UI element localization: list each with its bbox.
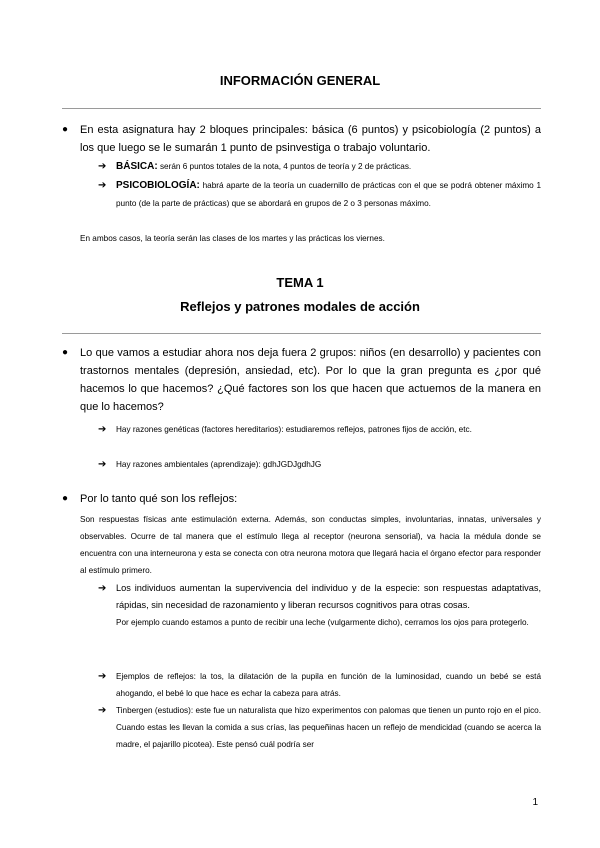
bullet-icon: ●	[62, 347, 69, 358]
reflex-point-tinbergen: Tinbergen (estudios): este fue un naturalista que hizo experimentos con palomas que tienen un punto rojo en el pico. Cuando estas les llevan la comida a sus crías, las pequeñinas hacen un reflejo de mendicidad (cuando se acerca la madre, el pajarillo picotea). Este pensó cuál podría ser	[116, 706, 541, 749]
reason-environmental: Hay razones ambientales (aprendizaje): gdhJGDJgdhJG	[116, 460, 322, 469]
arrow-icon: ➔	[98, 583, 107, 594]
basica-label: BÁSICA:	[116, 161, 158, 172]
tema-number: TEMA 1	[276, 275, 324, 290]
page-number: 1	[532, 797, 538, 808]
survival-text: Los individuos aumentan la supervivencia del individuo y de la especie: son respuestas adaptativas, rápidas, sin necesidad de razonamiento y liberan recursos cognitivos para otras cosas.	[116, 583, 541, 610]
reflex-definition: Son respuestas físicas ante estimulación externa. Además, son conductas simples, involuntarias, innatas, universales y observables. Ocurre de tal manera que el estímulo llega al receptor (neurona sensorial), va hacia la médula donde se encuentra con una interneurona y esta se conecta con otra neurona motora que llegará hacia el órgano efector para responder al estímulo primero.	[80, 515, 541, 575]
basica-item	[116, 158, 541, 175]
arrow-icon: ➔	[98, 459, 107, 470]
survival-example: Por ejemplo cuando estamos a punto de recibir una leche (vulgarmente dicho), cerramos los ojos para protegerlo.	[116, 618, 529, 627]
list-item	[62, 490, 541, 508]
section-title-general: INFORMACIÓN GENERAL	[219, 73, 381, 88]
psicobiologia-text: habrá aparte de la teoría un cuadernillo de prácticas con el que se podrá obtener máximo 1 punto (de la parte de prácticas) que se abordará en grupos de 2 o 3 personas máximo.	[116, 181, 541, 208]
reflex-heading: Por lo tanto qué son los reflejos:	[80, 493, 238, 505]
psicobiologia-item	[116, 177, 541, 212]
general-bullet-text: En esta asignatura hay 2 bloques principales: básica (6 puntos) y psicobiología (2 puntos) a los que luego se le sumarán 1 punto de psinvestiga o trabajo voluntario.	[80, 124, 541, 154]
divider-line	[62, 333, 541, 334]
arrow-icon: ➔	[98, 180, 107, 191]
tema-title: Reflejos y patrones modales de acción	[180, 299, 420, 314]
bullet-icon: ●	[62, 493, 69, 504]
list-item	[62, 344, 541, 420]
tema-intro-text: Lo que vamos a estudiar ahora nos deja fuera 2 grupos: niños (en desarrollo) y pacientes con trastornos mentales (depresión, ansiedad, etc). Por lo que la gran pregunta es ¿por qué hacemos lo que hacemos? ¿Qué factores son los que hacen que actuemos de la manera en que lo hacemos?	[80, 347, 541, 413]
list-item	[62, 121, 541, 157]
reflex-point-survival	[116, 580, 541, 631]
arrow-icon: ➔	[98, 161, 107, 172]
arrow-icon: ➔	[98, 705, 107, 716]
psicobiologia-label: PSICOBIOLOGÍA:	[116, 180, 200, 191]
arrow-icon: ➔	[98, 671, 107, 682]
basica-text: serán 6 puntos totales de la nota, 4 puntos de teoría y 2 de prácticas.	[157, 162, 412, 171]
divider-line	[62, 108, 541, 109]
arrow-icon: ➔	[98, 424, 107, 435]
general-note: En ambos casos, la teoría serán las clases de los martes y las prácticas los viernes.	[80, 234, 385, 243]
reason-genetic: Hay razones genéticas (factores hereditarios): estudiaremos reflejos, patrones fijos de acción, etc.	[116, 425, 472, 434]
reflex-point-examples: Ejemplos de reflejos: la tos, la dilatación de la pupila en función de la luminosidad, cuando un bebé se está ahogando, el bebé lo que hace es echar la cabeza para atrás.	[116, 672, 541, 698]
bullet-icon: ●	[62, 124, 69, 135]
